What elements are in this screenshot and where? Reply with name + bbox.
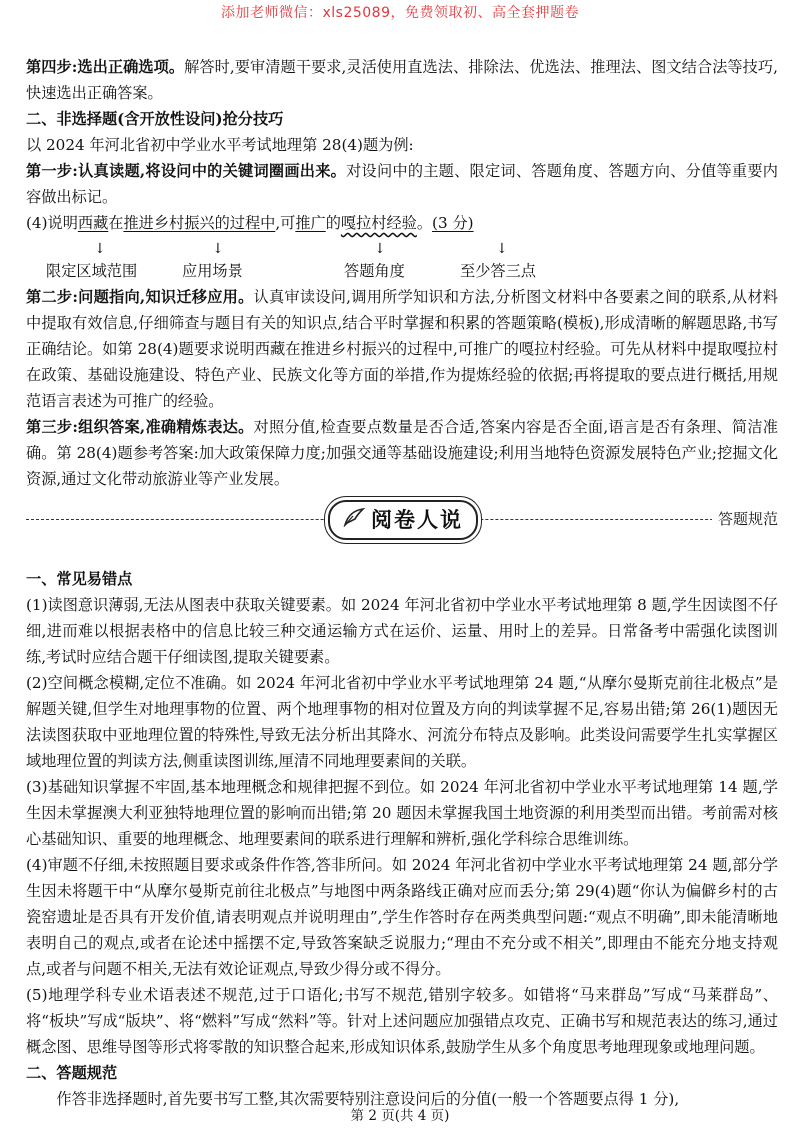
label-angle: 答题角度 bbox=[344, 262, 405, 280]
keyword-score: (3 分) bbox=[432, 214, 474, 232]
arrow-down-icon: ↓ bbox=[374, 241, 386, 257]
nonchoice-heading: 二、非选择题(含开放性设问)抢分技巧 bbox=[26, 110, 284, 128]
keyword-object: 嘎拉村经验 bbox=[340, 214, 417, 232]
page-content bbox=[26, 54, 778, 1112]
step3-paragraph bbox=[26, 414, 778, 492]
error-item-2: (2)空间概念模糊,定位不准确。如 2024 年河北省初中学业水平考试地理第 24 题,“从摩尔曼斯克前往北极点”是解题关键,但学生对地理事物的位置、两个地理事物的相对位置及方向的判读掌握不足,容易出错;第 26(1)题因无法读图获取中亚地理位置的特殊性,导致无法分析出其降水、河流分布特点及影响。此类设问需要学生扎实掌握区域地理位置的判读方法,侧重读图训练,厘清不同地理要素间的关联。 bbox=[26, 674, 778, 770]
banner-title: 阅卷人说 bbox=[371, 507, 463, 532]
section-banner bbox=[26, 492, 778, 566]
arrow-down-icon: ↓ bbox=[212, 241, 224, 257]
step3-text: 对照分值,检查要点数量是否合适,答案内容是否全面,语言是否有条理、简洁准确。第 28(4)题参考答案:加大政策保障力度;加强交通等基础设施建设;利用当地特色资源发展特色产业;挖掘文化资源,通过文化带动旅游业等产业发展。 bbox=[26, 418, 778, 488]
sample-question: (4)说明西藏在推进乡村振兴的过程中,可推广的嘎拉村经验。(3 分) bbox=[26, 214, 474, 232]
step2-paragraph bbox=[26, 284, 778, 414]
errors-heading: 一、常见易错点 bbox=[26, 570, 133, 588]
keyword-region: 西藏 bbox=[77, 214, 109, 232]
step2-text: 认真审读设问,调用所学知识和方法,分析图文材料中各要素之间的联系,从材料中提取有效信息,仔细筛查与题目有关的知识点,结合平时掌握和积累的答题策略(模板),形成清晰的解题思路,书写正确结论。如第 28(4)题要求说明西藏在推进乡村振兴的过程中,可推广的嘎拉村经验。可先从材料中提取嘎拉村在政策、基础设施建设、特色产业、民族文化等方面的举措,作为提炼经验的依据;再将提取的要点进行概括,用规范语言表述为可推广的经验。 bbox=[26, 288, 778, 410]
step1-text: 对设问中的主题、限定词、答题角度、答题方向、分值等重要内容做出标记。 bbox=[26, 162, 778, 206]
norms-heading: 二、答题规范 bbox=[26, 1064, 118, 1082]
error-item-3: (3)基础知识掌握不牢固,基本地理概念和规律把握不到位。如 2024 年河北省初中学业水平考试地理第 14 题,学生因未掌握澳大利亚独特地理位置的影响而出错;第 20 题因未掌握我国土地资源的利用类型而出错。考前需对核心基础知识、重要的地理概念、地理要素间的联系进行理解和辨析,强化学科综合思维训练。 bbox=[26, 778, 778, 848]
label-scene: 应用场景 bbox=[182, 262, 243, 280]
error-item-5: (5)地理学科专业术语表述不规范,过于口语化;书写不规范,错别字较多。如错将“马来群岛”写成“马莱群岛”、将“板块”写成“版块”、将“燃料”写成“然料”等。针对上述问题应加强错点攻克、正确书写和规范表达的练习,通过概念图、思维导图等形式将零散的知识整合起来,形成知识体系,鼓励学生从多个角度思考地理现象或地理问题。 bbox=[26, 986, 778, 1056]
step4-heading: 第四步:选出正确选项。 bbox=[26, 58, 185, 76]
step1-paragraph bbox=[26, 158, 778, 210]
banner-pill bbox=[328, 500, 478, 540]
keyword-angle: 推广 bbox=[295, 214, 326, 232]
step1-heading: 第一步:认真读题,将设问中的关键词圈画出来。 bbox=[26, 162, 347, 180]
page-number: 第 2 页(共 4 页) bbox=[350, 1108, 450, 1124]
quill-icon bbox=[343, 507, 365, 533]
arrow-down-icon: ↓ bbox=[496, 241, 508, 257]
watermark-banner: 添加老师微信：xls25089，免费领取初、高全套押题卷 bbox=[220, 5, 579, 21]
banner-tag: 答题规范 bbox=[712, 506, 778, 532]
annotation-arrows bbox=[26, 236, 778, 258]
arrow-down-icon: ↓ bbox=[94, 241, 106, 257]
step3-heading: 第三步:组织答案,准确精炼表达。 bbox=[26, 418, 254, 436]
error-item-1: (1)读图意识薄弱,无法从图表中获取关键要素。如 2024 年河北省初中学业水平考试地理第 8 题,学生因读图不仔细,进而难以根据表格中的信息比较三种交通运输方式在运价、运量、用时上的差异。日常备考中需强化读图训练,考试时应结合题干仔细读图,提取关键要素。 bbox=[26, 596, 778, 666]
error-item-4: (4)审题不仔细,未按照题目要求或条件作答,答非所问。如 2024 年河北省初中学业水平考试地理第 24 题,部分学生因未将题干中“从摩尔曼斯克前往北极点”与地图中两条路线正确对应而丢分;第 29(4)题“你认为偏僻乡村的古瓷窑遗址是否具有开发价值,请表明观点并说明理由”,学生作答时存在两类典型问题:“观点不明确”,即未能清晰地表明自己的观点,或者在论述中摇摆不定,导致答案缺乏说服力;“理由不充分或不相关”,即理由不能充分地支持观点,或者与问题不相关,无法有效论证观点,导致少得分或不得分。 bbox=[26, 856, 778, 978]
norms-paragraph: 作答非选择题时,首先要书写工整,其次需要特别注意设问后的分值(一般一个答题要点得 1 分), bbox=[56, 1090, 680, 1108]
label-points: 至少答三点 bbox=[460, 262, 536, 280]
example-line: 以 2024 年河北省初中学业水平考试地理第 28(4)题为例: bbox=[26, 136, 414, 154]
annotation-labels bbox=[26, 258, 778, 284]
step2-heading: 第二步:问题指向,知识迁移应用。 bbox=[26, 288, 254, 306]
step4-paragraph bbox=[26, 54, 778, 106]
label-region: 限定区域范围 bbox=[46, 262, 138, 280]
step4-text: 解答时,要审清题干要求,灵活使用直选法、排除法、优选法、推理法、图文结合法等技巧,快速选出正确答案。 bbox=[26, 58, 778, 102]
keyword-scene: 推进乡村振兴的过程中 bbox=[123, 214, 276, 232]
